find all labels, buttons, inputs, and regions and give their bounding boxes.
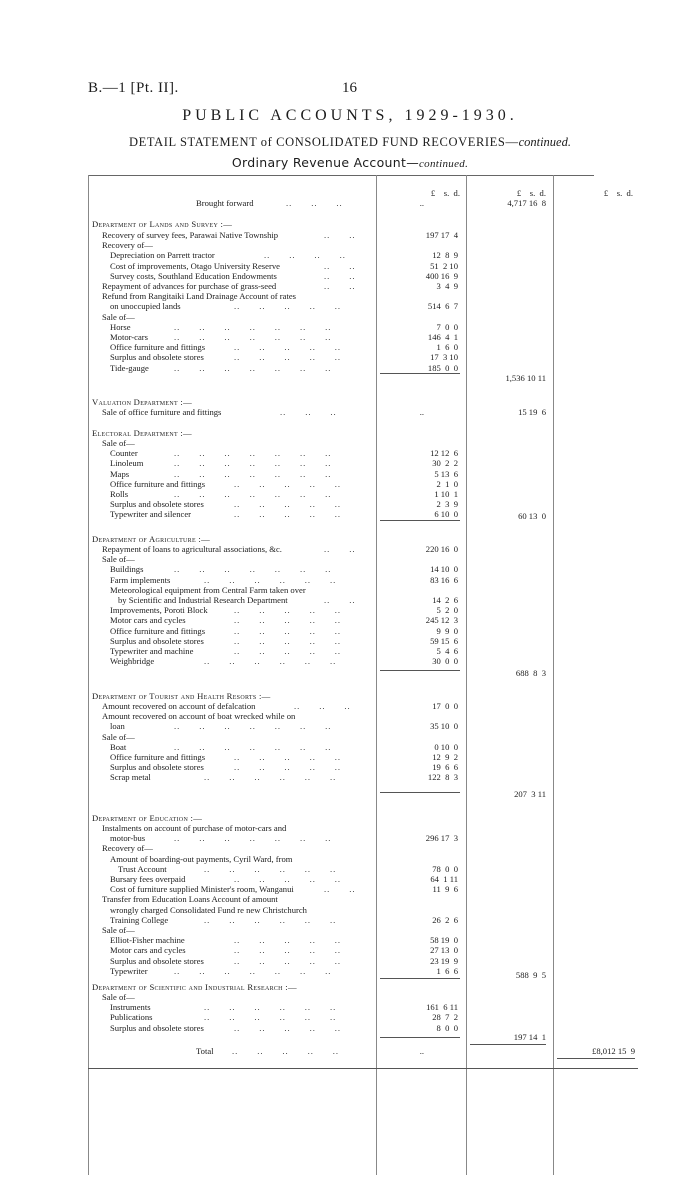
list-item-label: Sale of— bbox=[102, 311, 135, 322]
leader-dots: .. .. .. .. .. .. .. bbox=[174, 721, 332, 732]
list-item-label: Surplus and obsolete stores bbox=[110, 955, 204, 966]
list-item-label: Linoleum bbox=[110, 458, 144, 469]
leader-dots: .. .. .. .. .. bbox=[232, 1046, 340, 1056]
scientific-total: 197 14 1 bbox=[513, 1032, 546, 1042]
leader-dots: .. .. .. .. .. bbox=[234, 874, 342, 884]
leader-dots: .. .. .. .. .. .. .. bbox=[174, 321, 332, 332]
list-item-amount: 0 10 0 bbox=[434, 741, 458, 752]
list-item-label: Sale of— bbox=[102, 925, 135, 935]
list-item-amount: 14 10 0 bbox=[430, 564, 458, 575]
leader-dots: .. .. .. .. .. .. .. bbox=[174, 489, 332, 499]
subtitle-continued: continued. bbox=[518, 135, 571, 149]
leader-dots: .. .. .. .. .. bbox=[234, 478, 342, 489]
leader-dots: .. .. .. .. .. bbox=[234, 605, 342, 616]
list-item-amount: 19 6 6 bbox=[432, 762, 458, 773]
list-item-label: Rolls bbox=[110, 489, 129, 499]
leader-dots: .. .. .. .. .. bbox=[234, 301, 342, 312]
list-item-label: Recovery of— bbox=[102, 843, 153, 854]
list-item-amount: 6 10 0 bbox=[434, 509, 458, 520]
list-item-label: Publications bbox=[110, 1012, 153, 1023]
subtotal-rule bbox=[380, 792, 460, 793]
column-divider-1 bbox=[376, 175, 377, 1175]
list-item-label: Counter bbox=[110, 448, 138, 459]
list-item-label: Tide-gauge bbox=[110, 362, 149, 373]
list-item-amount: 400 16 9 bbox=[425, 270, 458, 281]
list-item-amount: 30 0 0 bbox=[432, 656, 458, 667]
list-item-label: Scrap metal bbox=[110, 772, 151, 783]
list-item-label: Bursary fees overpaid bbox=[110, 874, 186, 884]
list-item-amount: 35 10 0 bbox=[430, 721, 458, 732]
valuation-total: 15 19 6 bbox=[518, 407, 546, 417]
list-item-label: Improvements, Poroti Block bbox=[110, 605, 208, 616]
leader-dots: .. .. .. .. .. bbox=[234, 646, 342, 656]
list-item-amount: 26 2 6 bbox=[432, 914, 458, 925]
list-item-amount: 197 17 4 bbox=[425, 230, 458, 240]
leader-dots: .. .. .. .. .. .. bbox=[204, 772, 337, 783]
valuation-col1: .. bbox=[419, 407, 424, 417]
list-item-amount: 161 6 11 bbox=[426, 1002, 458, 1013]
grand-total: £8,012 15 9 bbox=[592, 1046, 635, 1056]
leader-dots: .. .. .. .. .. .. .. bbox=[174, 741, 332, 752]
list-item-amount: 7 0 0 bbox=[436, 321, 458, 332]
subtotal-rule bbox=[380, 520, 460, 521]
list-item-label: Typewriter and silencer bbox=[110, 509, 192, 520]
leader-dots: .. .. .. bbox=[286, 198, 343, 208]
list-item-amount: 220 16 0 bbox=[425, 544, 458, 554]
leader-dots: .. .. .. .. .. .. bbox=[204, 656, 337, 667]
leader-dots: .. .. bbox=[324, 230, 356, 240]
list-item-label: Meteorological equipment from Central Farm taken over bbox=[110, 584, 306, 595]
list-item-amount: 185 0 0 bbox=[427, 362, 458, 373]
section-heading-electoral: Electoral Department :— bbox=[92, 428, 192, 438]
list-item-label: Sale of— bbox=[102, 554, 135, 565]
list-item-label: by Scientific and Industrial Research Department bbox=[118, 595, 288, 605]
list-item-amount: 14 2 6 bbox=[432, 595, 458, 605]
grand-total-underline bbox=[557, 1058, 635, 1059]
leader-dots: .. .. .. .. .. bbox=[234, 352, 342, 363]
account-main: Ordinary Revenue Account— bbox=[231, 155, 419, 170]
section-heading-education: Department of Education :— bbox=[92, 813, 203, 823]
grand-total-label: Total bbox=[196, 1046, 214, 1056]
list-item-amount: 51 2 10 bbox=[430, 260, 458, 271]
leader-dots: .. .. .. .. bbox=[264, 250, 346, 261]
leader-dots: .. .. .. .. .. bbox=[234, 615, 342, 626]
list-item-label: wrongly charged Consolidated Fund re new Christchurch bbox=[110, 904, 307, 915]
subtitle-main: DETAIL STATEMENT of CONSOLIDATED FUND RECOVERIES— bbox=[129, 135, 519, 149]
account-heading bbox=[0, 155, 700, 170]
list-item-label: Sale of— bbox=[102, 992, 135, 1002]
list-item-label: Motor cars and cycles bbox=[110, 615, 186, 626]
leader-dots: .. .. .. .. .. bbox=[234, 625, 342, 636]
subtotal-rule bbox=[380, 1037, 460, 1038]
list-item-amount: 146 4 1 bbox=[427, 332, 458, 342]
list-item-amount: 27 13 0 bbox=[430, 945, 458, 956]
list-item-label: Office furniture and fittings bbox=[110, 625, 206, 636]
list-item-amount: 30 2 2 bbox=[432, 458, 458, 469]
list-item-amount: 514 6 7 bbox=[427, 301, 458, 312]
column-header-2: £ s. d. bbox=[516, 188, 546, 198]
list-item-amount: 58 19 0 bbox=[430, 935, 458, 946]
page-title: PUBLIC ACCOUNTS, 1929-1930. bbox=[182, 107, 518, 124]
leader-dots: .. .. .. bbox=[294, 701, 351, 711]
list-item-amount: 17 0 0 bbox=[432, 701, 458, 711]
grand-total-rule bbox=[470, 1044, 546, 1045]
list-item-label: Repayment of advances for purchase of grass-seed bbox=[102, 281, 277, 291]
list-item-label: Transfer from Education Loans Account of amount bbox=[102, 894, 278, 905]
table-bottom-rule bbox=[88, 1068, 638, 1069]
grand-total-col1: .. bbox=[419, 1046, 424, 1056]
list-item-label: Maps bbox=[110, 468, 130, 479]
list-item-amount: 23 19 9 bbox=[430, 955, 458, 966]
leader-dots: .. .. .. .. .. bbox=[234, 635, 342, 646]
list-item-label: Office furniture and fittings bbox=[110, 478, 206, 489]
list-item-amount: 17 3 10 bbox=[430, 352, 458, 363]
brought-forward-label: Brought forward bbox=[196, 198, 254, 208]
table-border-left bbox=[88, 175, 89, 1175]
list-item-label: Cost of improvements, Otago University Reserve bbox=[110, 260, 280, 271]
list-item-amount: 1 10 1 bbox=[434, 489, 458, 499]
leader-dots: .. .. .. .. .. bbox=[234, 935, 342, 946]
leader-dots: .. .. bbox=[324, 544, 356, 554]
leader-dots: .. .. bbox=[324, 260, 356, 271]
list-item-label: Surplus and obsolete stores bbox=[110, 1022, 204, 1033]
list-item-label: Motor cars and cycles bbox=[110, 945, 186, 956]
list-item-label: Farm implements bbox=[110, 574, 171, 585]
list-item-label: Office furniture and fittings bbox=[110, 752, 206, 762]
leader-dots: .. .. .. .. .. bbox=[234, 752, 342, 762]
leader-dots: .. .. .. .. .. bbox=[234, 762, 342, 773]
electoral-total: 60 13 0 bbox=[518, 511, 546, 521]
list-item-label: Surplus and obsolete stores bbox=[110, 499, 204, 510]
list-item-amount: 1 6 6 bbox=[436, 965, 458, 976]
brought-forward-col1: .. bbox=[419, 198, 424, 208]
leader-dots: .. .. .. .. .. bbox=[234, 342, 342, 353]
list-item-label: Instruments bbox=[110, 1002, 151, 1013]
section-heading-lands: Department of Lands and Survey :— bbox=[92, 219, 233, 229]
brought-forward-col2: 4,717 16 8 bbox=[507, 198, 546, 208]
list-item-label: Surplus and obsolete stores bbox=[110, 762, 204, 773]
list-item-label: Amount recovered on account of boat wrecked while on bbox=[102, 711, 296, 722]
subtotal-rule bbox=[380, 373, 460, 374]
list-item-label: Amount recovered on account of defalcation bbox=[102, 701, 256, 711]
list-item-label: Refund from Rangitaiki Land Drainage Account of rates bbox=[102, 291, 297, 302]
column-header-1: £ s. d. bbox=[430, 188, 460, 198]
page-number: 16 bbox=[342, 80, 357, 96]
leader-dots: .. .. .. .. .. .. bbox=[204, 1012, 337, 1023]
list-item-amount: 5 13 6 bbox=[434, 468, 458, 479]
leader-dots: .. .. .. .. .. .. bbox=[204, 1002, 337, 1013]
list-item-label: Typewriter and machine bbox=[110, 646, 194, 656]
agriculture-total: 688 8 3 bbox=[515, 668, 546, 678]
list-item-amount: 12 8 9 bbox=[432, 250, 458, 261]
list-item-amount: 2 1 0 bbox=[436, 478, 458, 489]
education-total: 588 9 5 bbox=[515, 970, 546, 980]
list-item-label: Typewriter bbox=[110, 965, 148, 976]
list-item-label: Training College bbox=[110, 914, 169, 925]
leader-dots: .. .. .. .. .. .. .. bbox=[174, 362, 332, 373]
leader-dots: .. .. .. .. .. .. .. bbox=[174, 332, 332, 342]
list-item-amount: 64 1 11 bbox=[430, 874, 458, 884]
section-heading-valuation: Valuation Department :— bbox=[92, 397, 193, 407]
column-divider-2 bbox=[466, 175, 467, 1175]
list-item-label: Instalments on account of purchase of motor-cars and bbox=[102, 823, 287, 833]
leader-dots: .. .. .. .. .. .. bbox=[204, 863, 337, 874]
leader-dots: .. .. .. .. .. bbox=[234, 509, 342, 520]
list-item-label: Motor-cars bbox=[110, 332, 149, 342]
page-reference: B.—1 [Pt. II]. bbox=[88, 80, 179, 96]
list-item-amount: 12 9 2 bbox=[432, 752, 458, 762]
leader-dots: .. .. .. .. .. .. .. bbox=[174, 448, 332, 459]
list-item-amount: 296 17 3 bbox=[425, 833, 458, 844]
list-item-amount: 59 15 6 bbox=[430, 635, 458, 646]
list-item-label: Weighbridge bbox=[110, 656, 155, 667]
list-item-label: Buildings bbox=[110, 564, 144, 575]
list-item-amount: 83 16 6 bbox=[430, 574, 458, 585]
list-item-label: Office furniture and fittings bbox=[110, 342, 206, 353]
list-item-label: Recovery of— bbox=[102, 240, 153, 251]
list-item-amount: 8 0 0 bbox=[436, 1022, 458, 1033]
list-item-label: Survey costs, Southland Education Endowments bbox=[110, 270, 277, 281]
list-item-label: Cost of furniture supplied Minister's room, Wanganui bbox=[110, 884, 294, 895]
list-item-label: Elliot-Fisher machine bbox=[110, 935, 185, 946]
list-item-amount: 9 9 0 bbox=[436, 625, 458, 636]
list-item-label: Repayment of loans to agricultural associations, &c. bbox=[102, 544, 282, 554]
list-item-amount: 3 4 9 bbox=[436, 281, 458, 291]
list-item-label: Boat bbox=[110, 741, 127, 752]
list-item-label: motor-bus bbox=[110, 833, 146, 844]
leader-dots: .. .. .. .. .. .. bbox=[204, 914, 337, 925]
list-item-label: Sale of— bbox=[102, 731, 135, 742]
list-item-label: Sale of— bbox=[102, 438, 135, 448]
list-item-label: Depreciation on Parrett tractor bbox=[110, 250, 215, 261]
list-item-amount: 2 3 9 bbox=[436, 499, 458, 510]
leader-dots: .. .. bbox=[324, 270, 356, 281]
leader-dots: .. .. .. .. .. .. .. bbox=[174, 965, 332, 976]
leader-dots: .. .. bbox=[324, 884, 356, 895]
column-header-3: £ s. d. bbox=[603, 188, 633, 198]
list-item-amount: 12 12 6 bbox=[430, 448, 458, 459]
account-continued: continued. bbox=[419, 158, 469, 170]
list-item-label: Recovery of survey fees, Parawai Native Township bbox=[102, 230, 279, 240]
list-item-label: loan bbox=[110, 721, 125, 732]
subtotal-rule bbox=[380, 978, 460, 979]
lands-total: 1,536 10 11 bbox=[505, 373, 546, 383]
list-item-amount: 5 2 0 bbox=[436, 605, 458, 616]
list-item-amount: 245 12 3 bbox=[425, 615, 458, 626]
statement-subtitle bbox=[0, 135, 700, 150]
leader-dots: .. .. .. .. .. bbox=[234, 499, 342, 510]
column-divider-3 bbox=[553, 175, 554, 1175]
list-item-label: on unoccupied lands bbox=[110, 301, 181, 312]
list-item-amount: 28 7 2 bbox=[432, 1012, 458, 1023]
leader-dots: .. .. .. .. .. bbox=[234, 1022, 342, 1033]
list-item-label: Amount of boarding-out payments, Cyril Ward, from bbox=[110, 853, 293, 864]
list-item-label: Surplus and obsolete stores bbox=[110, 352, 204, 363]
leader-dots: .. .. .. .. .. .. .. bbox=[174, 833, 332, 844]
list-item-amount: 11 9 6 bbox=[432, 884, 458, 895]
leader-dots: .. .. .. bbox=[280, 407, 337, 417]
list-item-label: Horse bbox=[110, 321, 131, 332]
leader-dots: .. .. .. .. .. bbox=[234, 955, 342, 966]
leader-dots: .. .. .. .. .. .. bbox=[204, 574, 337, 585]
list-item-amount: 78 0 0 bbox=[432, 863, 458, 874]
list-item-label: Trust Account bbox=[118, 863, 167, 874]
section-heading-tourist: Department of Tourist and Health Resorts :— bbox=[92, 691, 271, 701]
list-item-amount: 1 6 0 bbox=[436, 342, 458, 353]
list-item-label: Surplus and obsolete stores bbox=[110, 635, 204, 646]
leader-dots: .. .. bbox=[324, 281, 356, 291]
valuation-item: Sale of office furniture and fittings bbox=[102, 407, 222, 417]
section-heading-scientific: Department of Scientific and Industrial Research :— bbox=[92, 982, 297, 992]
list-item-amount: 122 8 3 bbox=[427, 772, 458, 783]
leader-dots: .. .. .. .. .. .. .. bbox=[174, 458, 332, 469]
leader-dots: .. .. bbox=[324, 595, 356, 605]
leader-dots: .. .. .. .. .. .. .. bbox=[174, 564, 332, 575]
leader-dots: .. .. .. .. .. .. .. bbox=[174, 468, 332, 479]
leader-dots: .. .. .. .. .. bbox=[234, 945, 342, 956]
list-item-amount: 5 4 6 bbox=[436, 646, 458, 656]
subtotal-rule bbox=[380, 670, 460, 671]
tourist-total: 207 3 11 bbox=[514, 789, 546, 799]
section-heading-agriculture: Department of Agriculture :— bbox=[92, 534, 210, 544]
